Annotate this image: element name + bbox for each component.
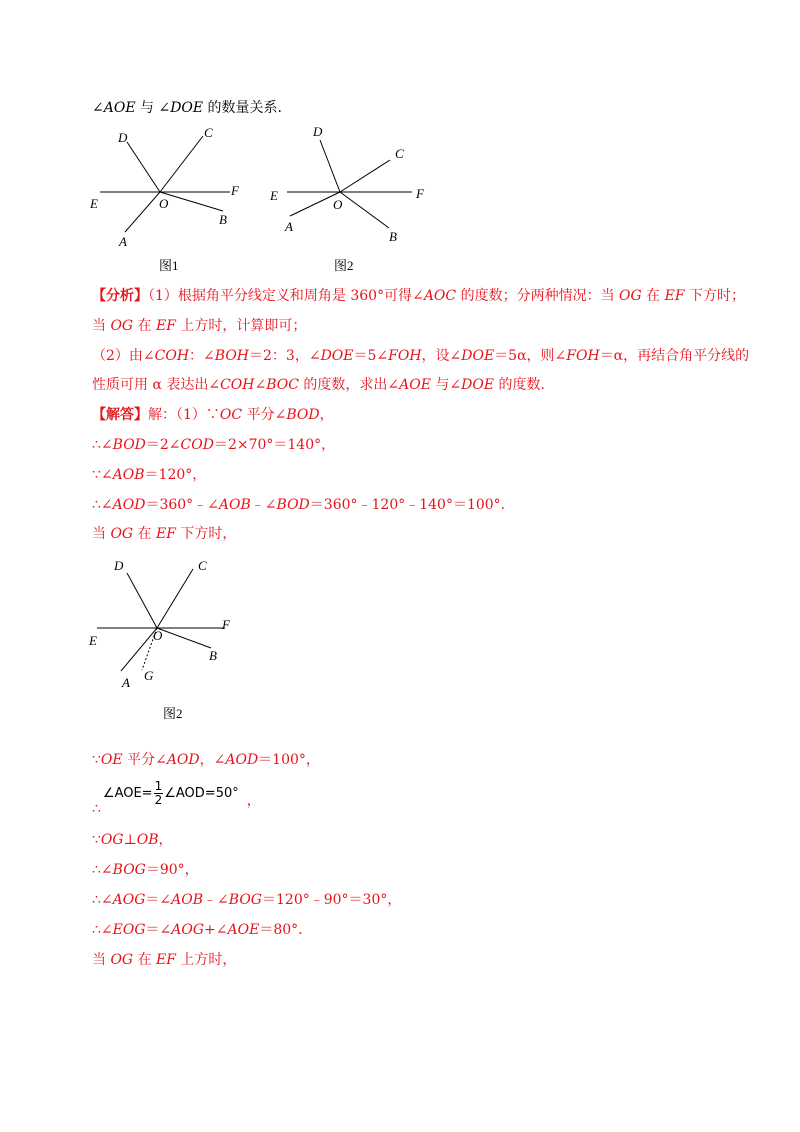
text: ﹣∠ xyxy=(250,497,277,513)
text: ， xyxy=(158,832,173,848)
text: COD xyxy=(180,437,214,453)
solution-line-7 xyxy=(92,779,261,817)
text: OG xyxy=(619,288,642,304)
text: ＝360°﹣120°﹣140°＝100°. xyxy=(309,497,506,513)
angle-name: AOE xyxy=(103,100,136,116)
label-F: F xyxy=(231,183,239,198)
text: ＝2∠ xyxy=(145,437,181,453)
label-B: B xyxy=(219,212,227,227)
text: ＝90°， xyxy=(145,862,199,878)
figure-3-caption: 图2 xyxy=(163,706,183,721)
text: 的度数，求出∠ xyxy=(298,377,400,393)
label-B: B xyxy=(209,648,217,663)
text: 当 xyxy=(92,952,111,968)
text: ，∠ xyxy=(199,752,226,768)
label-B: B xyxy=(389,229,397,244)
text: OG xyxy=(100,832,124,848)
solution-line-9 xyxy=(92,861,199,879)
text: 平分∠ xyxy=(242,407,287,423)
text: OG xyxy=(110,526,134,542)
label-G: G xyxy=(144,668,154,683)
text: OG xyxy=(110,318,134,334)
text: EF xyxy=(664,288,685,304)
solution-line-2 xyxy=(92,436,335,454)
label-E: E xyxy=(270,188,278,203)
text: 在 xyxy=(133,952,157,968)
text: AOB xyxy=(218,497,251,513)
text: OC xyxy=(219,407,243,423)
label-O: O xyxy=(153,628,163,643)
analysis-line-4 xyxy=(92,376,545,394)
text: 平分∠ xyxy=(122,752,167,768)
text: ＝80°. xyxy=(259,922,303,938)
text: 在 xyxy=(133,526,157,542)
text: OE xyxy=(100,752,123,768)
therefore-symbol: ∴ xyxy=(92,801,101,817)
solution-line-11 xyxy=(92,921,303,939)
text: EOG xyxy=(112,922,146,938)
text: EF xyxy=(156,526,176,542)
text: ＝α，再结合角平分线的 xyxy=(599,348,750,364)
text: AOD xyxy=(112,497,146,513)
text: AOD xyxy=(166,752,200,768)
text: ＝5∠ xyxy=(353,348,389,364)
angle-symbol: ∠ xyxy=(158,100,171,116)
text: ， xyxy=(319,407,334,423)
text: ∴∠ xyxy=(92,862,113,878)
label-A: A xyxy=(119,234,127,249)
solution-line-6 xyxy=(92,751,320,769)
text: 解：（1）∵ xyxy=(148,407,220,423)
text: AOB xyxy=(171,892,204,908)
solution-line-4 xyxy=(92,496,505,514)
analysis-line-2 xyxy=(92,317,306,335)
text: EF xyxy=(156,952,176,968)
text: BOD xyxy=(112,437,146,453)
fraction xyxy=(154,780,164,807)
text: EF xyxy=(156,318,176,334)
text: OB xyxy=(136,832,159,848)
label-E: E xyxy=(89,633,97,648)
text: AOG xyxy=(171,922,205,938)
text: ∴∠ xyxy=(92,497,113,513)
text: AOB xyxy=(112,467,145,483)
text: FOH xyxy=(566,348,600,364)
text: ∴∠ xyxy=(92,437,113,453)
text: 当 xyxy=(92,526,111,542)
text: ＝120°， xyxy=(144,467,207,483)
text: FOH xyxy=(388,348,422,364)
text: 的度数. xyxy=(494,377,545,393)
label-F: F xyxy=(222,617,230,632)
text: OG xyxy=(110,952,134,968)
text: ＝5α，则∠ xyxy=(494,348,567,364)
text: AOC xyxy=(423,288,457,304)
text: AOD xyxy=(225,752,259,768)
formula-aoe xyxy=(102,779,239,807)
label-E: E xyxy=(90,196,98,211)
solution-line-3 xyxy=(92,466,206,484)
formula-part: ∠AOD=50° xyxy=(164,786,239,801)
text: COH xyxy=(220,377,255,393)
text: ∴∠ xyxy=(92,922,113,938)
text: ∵ xyxy=(92,752,101,768)
solution-tag: 【解答】 xyxy=(92,407,148,423)
text: ＝360°﹣∠ xyxy=(145,497,219,513)
analysis-line-3 xyxy=(92,347,749,365)
text: ∵∠ xyxy=(92,467,113,483)
text: 的度数；分两种情况：当 xyxy=(456,288,620,304)
text: ＝120°﹣90°＝30°， xyxy=(262,892,402,908)
text: （2）由∠ xyxy=(92,348,155,364)
text: ：∠ xyxy=(189,348,215,364)
text: 性质可用 α 表达出∠ xyxy=(92,377,221,393)
solution-line-8 xyxy=(92,831,173,849)
text: DOE xyxy=(320,348,354,364)
text: ＝2：3，∠ xyxy=(249,348,321,364)
text: BOD xyxy=(286,407,320,423)
label-C: C xyxy=(395,146,404,161)
figure-1 xyxy=(85,120,255,284)
figure-2 xyxy=(262,120,442,284)
angle-name: DOE xyxy=(170,100,204,116)
text: ，设∠ xyxy=(421,348,462,364)
text: AOG xyxy=(112,892,146,908)
text: ＝100°， xyxy=(258,752,320,768)
text: 下方时， xyxy=(175,526,237,542)
text: DOE xyxy=(461,348,495,364)
text: 在 xyxy=(641,288,665,304)
figure-3 xyxy=(85,553,255,727)
text: BOG xyxy=(112,862,146,878)
fraction-numerator: 1 xyxy=(154,779,163,793)
text: 当 xyxy=(92,318,111,334)
text: BOD xyxy=(276,497,310,513)
text: AOE xyxy=(399,377,431,393)
text: COH xyxy=(154,348,190,364)
analysis-tag: 【分析】 xyxy=(92,288,148,304)
text: 的数量关系. xyxy=(203,100,283,116)
label-D: D xyxy=(114,558,124,573)
formula-part: ∠AOE= xyxy=(102,786,153,801)
solution-line-5 xyxy=(92,525,236,543)
text: BOG xyxy=(228,892,262,908)
text: BOC xyxy=(266,377,299,393)
text: +∠ xyxy=(204,922,228,938)
text: 上方时，计算即可； xyxy=(175,318,307,334)
intro-line xyxy=(92,99,282,117)
label-F: F xyxy=(416,186,424,201)
text: 上方时， xyxy=(175,952,237,968)
label-D: D xyxy=(313,124,323,139)
text: AOE xyxy=(227,922,260,938)
text: ， xyxy=(246,793,261,809)
angle-symbol: ∠ xyxy=(92,100,104,116)
text: ⊥ xyxy=(123,832,137,848)
label-C: C xyxy=(198,558,207,573)
text: （1）根据角平分线定义和周角是 360°可得∠ xyxy=(148,288,424,304)
figure-1-caption: 图1 xyxy=(159,258,179,273)
solution-line-1 xyxy=(92,406,334,424)
label-A: A xyxy=(285,219,293,234)
figure-2-caption: 图2 xyxy=(334,258,354,273)
text: 在 xyxy=(133,318,157,334)
text: ＝∠ xyxy=(145,922,172,938)
text: 下方时； xyxy=(684,288,745,304)
solution-line-10 xyxy=(92,891,401,909)
solution-line-12 xyxy=(92,951,236,969)
text: ＝2×70°＝140°， xyxy=(213,437,336,453)
label-A: A xyxy=(122,675,130,690)
text: 与∠ xyxy=(430,377,462,393)
text: ＝∠ xyxy=(145,892,172,908)
label-O: O xyxy=(333,197,343,212)
text: ﹣∠ xyxy=(203,892,229,908)
text: ∵ xyxy=(92,832,101,848)
analysis-line-1 xyxy=(92,287,745,305)
text: DOE xyxy=(461,377,495,393)
text: ∠ xyxy=(254,377,267,393)
text: ∴∠ xyxy=(92,892,113,908)
label-O: O xyxy=(159,196,169,211)
text: BOH xyxy=(214,348,250,364)
label-D: D xyxy=(118,130,128,145)
fraction-denominator: 2 xyxy=(154,793,163,807)
text: 与 xyxy=(135,100,159,116)
label-C: C xyxy=(204,125,213,140)
